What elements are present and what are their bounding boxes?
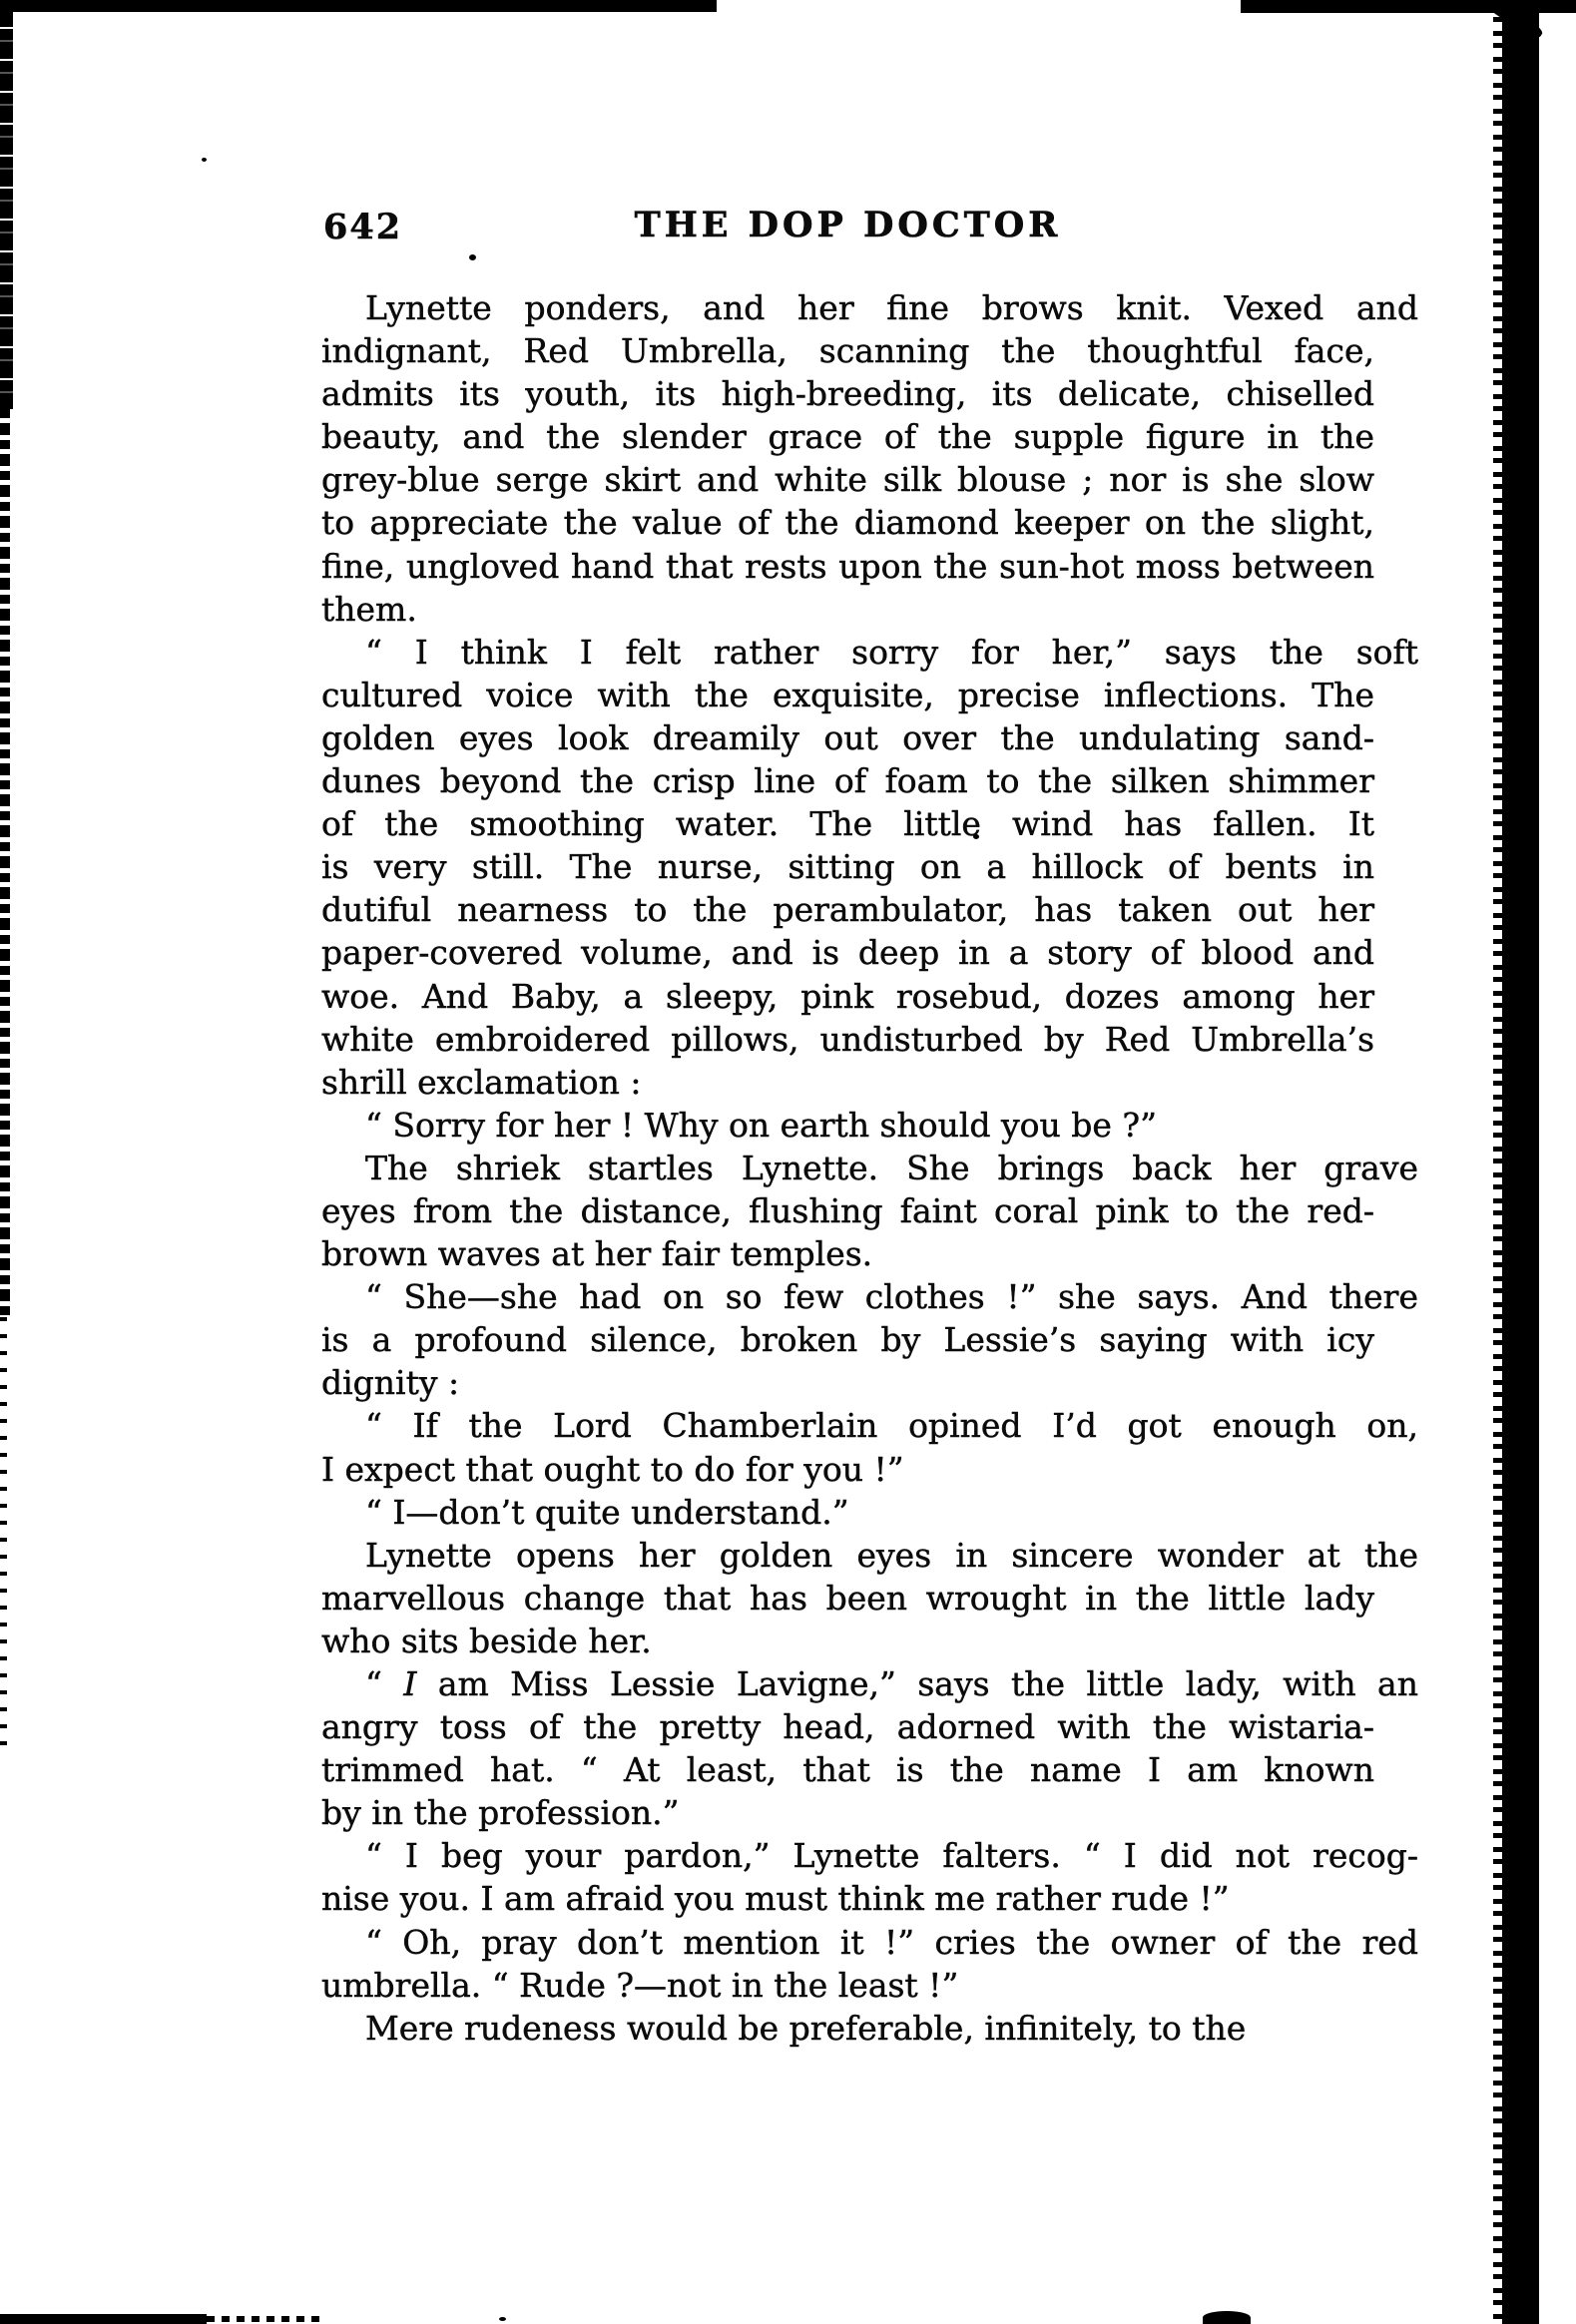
text-line: white embroidered pillows, undisturbed by Red Umbrella’s <box>321 1019 1374 1059</box>
paragraph <box>321 286 1418 631</box>
text-line: “ I think I felt rather sorry for her,” says the soft <box>365 632 1418 672</box>
text-line: grey-blue serge skirt and white silk blouse ; nor is she slow <box>321 460 1374 500</box>
scan-edge-bottom-dashes <box>207 2316 322 2322</box>
ink-speck <box>202 158 207 162</box>
text-line: beauty, and the slender grace of the supple figure in the <box>321 417 1374 457</box>
text-line: marvellous change that has been wrought in the little lady <box>321 1578 1374 1618</box>
scan-edge-left-strip <box>0 10 13 409</box>
scan-gutter-shadow <box>1502 10 1539 2324</box>
text-line: “ I beg your pardon,” Lynette falters. “ I did not recog- <box>365 1836 1418 1876</box>
text-line: brown waves at her fair temples. <box>321 1234 873 1274</box>
text-line: fine, ungloved hand that rests upon the sun-hot moss between <box>321 546 1374 586</box>
text-line: “ Oh, pray don’t mention it !” cries the owner of the red <box>365 1922 1418 1962</box>
paragraph <box>321 1921 1418 2007</box>
text-line: cultured voice with the exquisite, precise inflections. The <box>321 675 1374 714</box>
text-line: angry toss of the pretty head, adorned with the wistaria- <box>321 1707 1374 1747</box>
text-line: Lynette ponders, and her fine brows knit. Vexed and <box>365 288 1418 327</box>
text-line: “ If the Lord Chamberlain opined I’d got enough on, <box>365 1406 1418 1446</box>
scan-edge-left-strip <box>0 409 10 1317</box>
paragraph <box>321 1491 1374 1534</box>
ink-speck <box>499 2317 506 2321</box>
text-line: shrill exclamation : <box>321 1062 642 1102</box>
text-line: by in the profession.” <box>321 1793 680 1833</box>
text-line: dignity : <box>321 1363 460 1403</box>
text-line: “ She—she had on so few clothes !” she says. And there <box>365 1277 1418 1317</box>
text-line: is a profound silence, broken by Lessie’s saying with icy <box>321 1320 1374 1360</box>
paragraph <box>321 1275 1418 1404</box>
text-line: golden eyes look dreamily out over the undulating sand- <box>321 717 1374 757</box>
scan-edge-bottom-bar <box>0 2314 207 2324</box>
text-line: Lynette opens her golden eyes in sincere wonder at the <box>365 1535 1418 1575</box>
page-number: 642 <box>323 207 403 247</box>
text-line: is very still. The nurse, sitting on a hillock of bents in <box>321 847 1374 887</box>
text-line: “ I am Miss Lessie Lavigne,” says the little lady, with an <box>365 1664 1418 1703</box>
text-line: Mere rudeness would be preferable, infinitely, to the <box>365 2008 1247 2048</box>
text-line: eyes from the distance, flushing faint coral pink to the red- <box>321 1190 1374 1230</box>
text-block <box>321 286 1418 2050</box>
paragraph <box>321 1404 1418 1490</box>
text-line: admits its youth, its high-breeding, its delicate, chiselled <box>321 374 1374 414</box>
scan-edge-bottom-blob <box>1203 2311 1251 2324</box>
text-line: dunes beyond the crisp line of foam to the silken shimmer <box>321 761 1374 801</box>
ink-speck <box>469 254 476 260</box>
text-line: who sits beside her. <box>321 1621 652 1660</box>
text-line: The shriek startles Lynette. She brings back her grave <box>365 1148 1418 1187</box>
text-line: nise you. I am afraid you must think me rather rude !” <box>321 1879 1230 1919</box>
running-title: THE DOP DOCTOR <box>634 205 1062 245</box>
paragraph <box>321 631 1418 1104</box>
text-line: “ Sorry for her ! Why on earth should you be ?” <box>365 1105 1157 1145</box>
text-line: to appreciate the value of the diamond keeper on the slight, <box>321 503 1374 543</box>
text-line: paper-covered volume, and is deep in a story of blood and <box>321 933 1374 973</box>
text-line: dutiful nearness to the perambulator, has taken out her <box>321 890 1374 930</box>
paragraph <box>321 1662 1418 1834</box>
text-line: of the smoothing water. The little wind has fallen. It <box>321 804 1374 844</box>
text-line: I expect that ought to do for you !” <box>321 1449 904 1489</box>
text-line: indignant, Red Umbrella, scanning the thoughtful face, <box>321 331 1374 371</box>
scan-edge-left-strip <box>0 1317 7 1746</box>
text-line: them. <box>321 589 417 629</box>
paragraph <box>321 1834 1418 1920</box>
text-line: “ I—don’t quite understand.” <box>365 1492 849 1532</box>
paragraph <box>321 1147 1418 1275</box>
paragraph <box>321 1104 1374 1147</box>
text-line: woe. And Baby, a sleepy, pink rosebud, dozes among her <box>321 976 1374 1016</box>
text-line: trimmed hat. “ At least, that is the name I am known <box>321 1750 1374 1790</box>
text-line: umbrella. “ Rude ?—not in the least !” <box>321 1965 959 2005</box>
paragraph <box>321 2007 1374 2050</box>
paragraph <box>321 1534 1418 1662</box>
scan-edge-top-left-bar <box>0 0 717 12</box>
